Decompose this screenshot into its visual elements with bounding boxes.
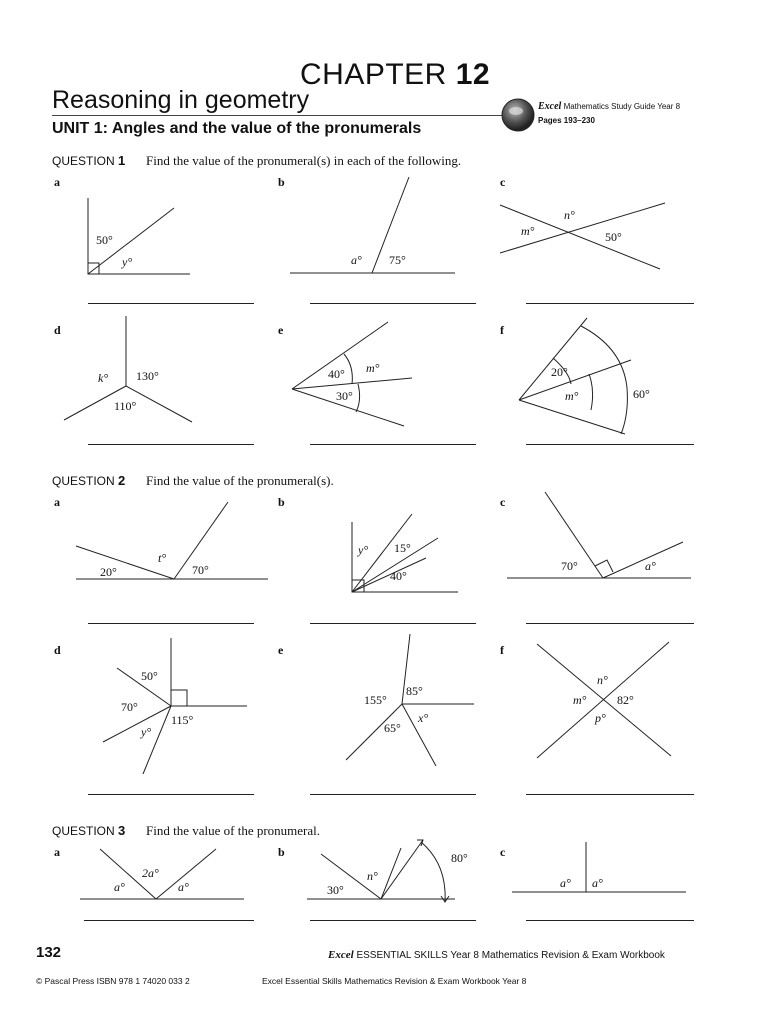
part-letter-f: f — [500, 643, 504, 657]
angle-label: 20° — [551, 365, 568, 379]
question-label: QUESTION — [52, 474, 115, 488]
angle-label: 130° — [136, 369, 159, 383]
diagram-q2c — [505, 490, 695, 590]
angle-label: 155° — [364, 693, 387, 707]
study-guide-disc-icon — [500, 97, 536, 133]
page-title: Reasoning in geometry — [52, 86, 310, 114]
answer-line — [526, 920, 694, 921]
angle-label: 20° — [100, 565, 117, 579]
question-2-text: Find the value of the pronumeral(s). — [146, 473, 334, 488]
diagram-q3a — [78, 843, 248, 903]
part-letter-c: c — [500, 845, 506, 859]
angle-label: y° — [358, 543, 369, 557]
angle-label: 65° — [384, 721, 401, 735]
question-number: 3 — [118, 823, 126, 838]
answer-line — [88, 444, 254, 445]
angle-label: n° — [564, 208, 575, 222]
angle-label: 85° — [406, 684, 423, 698]
study-guide-reference — [538, 101, 680, 112]
book-line-text: Excel Essential Skills Mathematics Revision & Exam Workbook Year 8 — [262, 976, 527, 986]
part-letter-a: a — [54, 175, 60, 189]
chapter-number: 12 — [455, 58, 491, 91]
angle-label: 70° — [121, 700, 138, 714]
angle-label: p° — [595, 711, 606, 725]
part-letter-a: a — [54, 495, 60, 509]
diagram-q1b — [285, 172, 460, 277]
part-letter-d: d — [54, 643, 61, 657]
angle-label: a° — [592, 876, 603, 890]
answer-line — [310, 303, 476, 304]
angle-label: 80° — [451, 851, 468, 865]
angle-label: 70° — [561, 559, 578, 573]
angle-label: x° — [418, 711, 429, 725]
angle-label: 82° — [617, 693, 634, 707]
study-guide-pages: Pages 193–230 — [538, 116, 595, 125]
angle-label: t° — [158, 551, 167, 565]
diagram-q1e — [288, 318, 418, 430]
question-number: 2 — [118, 473, 126, 488]
angle-label: n° — [367, 869, 378, 883]
angle-label: a° — [114, 880, 125, 894]
copyright-text: © Pascal Press ISBN 978 1 74020 033 2 — [36, 976, 190, 986]
question-1-heading — [52, 153, 125, 168]
question-label: QUESTION — [52, 824, 115, 838]
part-letter-e: e — [278, 643, 284, 657]
angle-label: 30° — [336, 389, 353, 403]
answer-line — [310, 623, 476, 624]
angle-label: 75° — [389, 253, 406, 267]
part-letter-b: b — [278, 175, 285, 189]
part-letter-e: e — [278, 323, 284, 337]
part-letter-f: f — [500, 323, 504, 337]
part-letter-b: b — [278, 495, 285, 509]
part-letter-a: a — [54, 845, 60, 859]
question-2-heading — [52, 473, 125, 488]
diagram-q3b — [305, 836, 475, 908]
answer-line — [526, 303, 694, 304]
angle-label: 115° — [171, 713, 194, 727]
angle-label: m° — [573, 693, 587, 707]
question-3-heading — [52, 823, 125, 838]
angle-label: a° — [351, 253, 362, 267]
question-label: QUESTION — [52, 154, 115, 168]
angle-label: k° — [98, 371, 109, 385]
angle-label: 30° — [327, 883, 344, 897]
study-guide-title: Mathematics Study Guide Year 8 — [563, 102, 681, 111]
part-letter-d: d — [54, 323, 61, 337]
diagram-q2e — [340, 630, 480, 770]
diagram-q2f — [533, 638, 678, 763]
angle-label: a° — [560, 876, 571, 890]
answer-line — [88, 303, 254, 304]
title-rule — [52, 115, 520, 116]
diagram-q1f — [515, 312, 665, 437]
part-letter-c: c — [500, 495, 506, 509]
workbook-title: ESSENTIAL SKILLS Year 8 Mathematics Revision & Exam Workbook — [356, 950, 665, 961]
diagram-q1c — [497, 195, 672, 275]
answer-line — [84, 920, 254, 921]
angle-label: 15° — [394, 541, 411, 555]
question-number: 1 — [118, 153, 126, 168]
angle-label: 60° — [633, 387, 650, 401]
excel-brand: Excel — [538, 101, 562, 112]
angle-label: 40° — [390, 569, 407, 583]
angle-label: 50° — [96, 233, 113, 247]
diagram-q1a — [80, 190, 230, 285]
answer-line — [310, 444, 476, 445]
angle-label: y° — [122, 255, 133, 269]
diagram-q2a — [74, 500, 274, 585]
workbook-footer — [328, 949, 665, 961]
angle-label: m° — [565, 389, 579, 403]
answer-line — [526, 794, 694, 795]
answer-line — [526, 623, 694, 624]
chapter-heading — [300, 58, 490, 92]
part-letter-c: c — [500, 175, 506, 189]
diagram-q1d — [60, 312, 200, 427]
angle-label: n° — [597, 673, 608, 687]
page-number: 132 — [36, 944, 62, 961]
answer-line — [88, 794, 254, 795]
diagram-q2b — [346, 508, 466, 596]
answer-line — [310, 794, 476, 795]
diagram-q3c — [510, 840, 690, 896]
answer-line — [310, 920, 476, 921]
question-1-text: Find the value of the pronumeral(s) in each of the following. — [146, 153, 462, 168]
angle-label: 50° — [605, 230, 622, 244]
angle-label: m° — [521, 224, 535, 238]
angle-label: m° — [366, 361, 380, 375]
angle-label: y° — [141, 725, 152, 739]
angle-label: 70° — [192, 563, 209, 577]
angle-label: a° — [645, 559, 656, 573]
angle-label: 110° — [114, 399, 137, 413]
unit-heading: UNIT 1: Angles and the value of the pronumerals — [52, 120, 422, 137]
part-letter-b: b — [278, 845, 285, 859]
angle-label: 50° — [141, 669, 158, 683]
angle-label: 2a° — [142, 866, 159, 880]
question-3-text: Find the value of the pronumeral. — [146, 823, 321, 838]
angle-label: 40° — [328, 367, 345, 381]
chapter-prefix: CHAPTER — [300, 58, 447, 91]
angle-label: a° — [178, 880, 189, 894]
diagram-q2d — [95, 634, 255, 779]
answer-line — [526, 444, 694, 445]
excel-brand: Excel — [328, 949, 354, 961]
answer-line — [88, 623, 254, 624]
